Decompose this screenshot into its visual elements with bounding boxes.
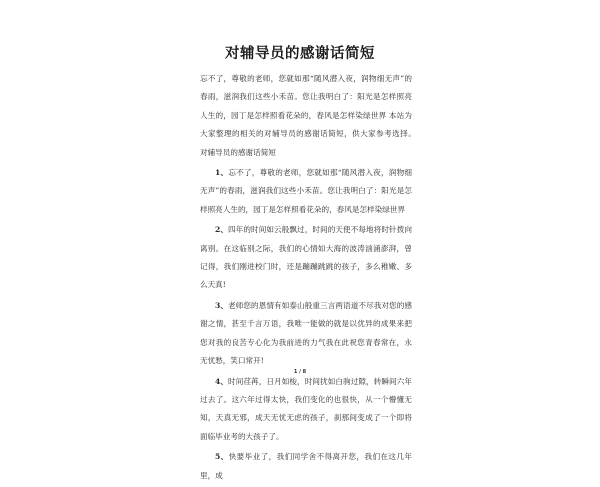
document-body <box>200 70 428 487</box>
numbered-paragraph-5 <box>200 448 412 485</box>
page-number: 1 / 8 <box>293 369 307 375</box>
paragraph-number: 1、 <box>215 168 229 178</box>
paragraph-text: 快要毕业了，我们同学舍不得离开您，我们在这几年里，成 <box>200 452 412 480</box>
numbered-paragraph-1 <box>200 164 412 219</box>
numbered-paragraph-3 <box>200 297 412 371</box>
numbered-paragraph-4 <box>200 373 412 447</box>
intro-paragraph: 忘不了，尊敬的老师，您就如那“随风潜入夜，润物细无声”的春雨，滋润我们这些小禾苗。您让我明白了：阳光是怎样照亮人生的，园丁是怎样照看花朵的，春风是怎样染绿世界 本站为大家整理的相关的对辅导员的感谢话简短，供大家参考选择。 对辅导员的感谢话简短 <box>200 74 428 157</box>
numbered-paragraph-2 <box>200 221 412 295</box>
paragraph-number: 4、 <box>215 376 229 386</box>
paragraph-text: 时间荏苒，日月如梭，时间扰如白驹过隙，转瞬间六年过去了。这六年过得太快，我们变化的也很快，从一个懵懂无知，天真无邪，成天无忧无虑的孩子，刹那间变成了一个即将面临毕业考的大孩子了。 <box>200 376 412 441</box>
paragraph-text: 老师您的恩情有如泰山般重三言两语道不尽我对您的感谢之情，甚至千言万语，我唯一能做的就是以优异的成果来把您对我的良苦专心化为我前进的力气我在此祝您青春常在，永无忧愁，笑口常开! <box>200 300 412 366</box>
paragraph-number: 3、 <box>215 300 229 310</box>
paragraph-number: 2、 <box>215 225 229 235</box>
paragraph-text: 四年的时间如云般飘过，时间的天使不每地将时针拨向离别。在这临别之际，我们的心情如大海的波涛汹涌澎湃，曾记得，我们刚进校门时，还是蹦蹦跳跳的孩子，多么稚嫩、多么天真! <box>200 225 412 290</box>
document-title: 对辅导员的感谢话简短 <box>225 45 375 62</box>
paragraph-text: 忘不了，尊敬的老师，您就如那“随风潜入夜，润物细无声”的春雨，滋润我们这些小禾苗。您让我明白了：阳光是怎样照亮人生的，园丁是怎样照看花朵的，春风是怎样染绿世界 <box>200 168 412 214</box>
paragraph-number: 5、 <box>215 452 229 462</box>
